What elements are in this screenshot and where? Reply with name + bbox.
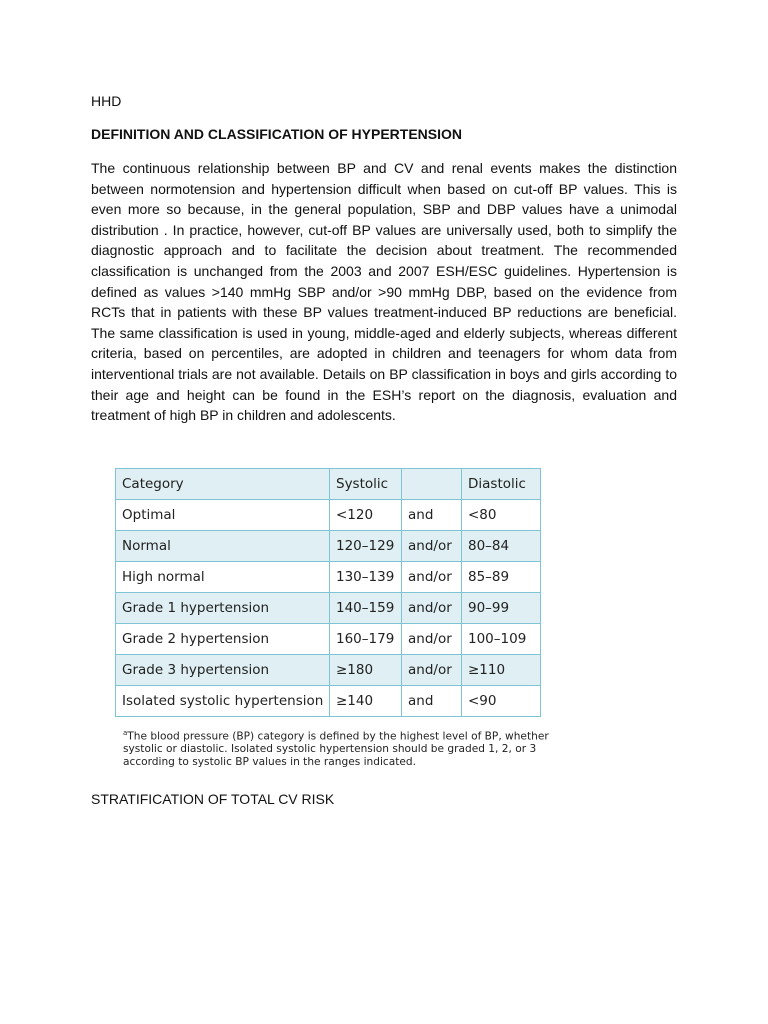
table-row (116, 655, 541, 686)
cell-connector: and (402, 686, 462, 717)
stratification-heading: STRATIFICATION OF TOTAL CV RISK (91, 791, 335, 807)
cell-category: Normal (116, 531, 330, 562)
cell-connector: and/or (402, 531, 462, 562)
table-row (116, 593, 541, 624)
cell-category: Grade 2 hypertension (116, 624, 330, 655)
body-paragraph: The continuous relationship between BP and CV and renal events makes the distinction between normotension and hypertension difficult when based on cut-off BP values. This is even more so because, in the general population, SBP and DBP values have a unimodal distribution . In practice, however, cut-off BP values are universally used, both to simplify the diagnostic approach and to facilitate the decision about treatment. The recommended classification is unchanged from the 2003 and 2007 ESH/ESC guidelines. Hypertension is defined as values >140 mmHg SBP and/or >90 mmHg DBP, based on the evidence from RCTs that in patients with these BP values treatment-induced BP reductions are beneficial. The same classification is used in young, middle-aged and elderly subjects, whereas different criteria, based on percentiles, are adopted in children and teenagers for whom data from interventional trials are not available. Details on BP classification in boys and girls according to their age and height can be found in the ESH’s report on the diagnosis, evaluation and treatment of high BP in children and adolescents. (91, 160, 677, 424)
cell-systolic: ≥180 (330, 655, 402, 686)
cell-connector: and/or (402, 655, 462, 686)
table-row (116, 686, 541, 717)
document-title: HHD (91, 93, 122, 109)
bp-classification-table (115, 468, 541, 717)
cell-diastolic: 90–99 (462, 593, 541, 624)
table-row (116, 624, 541, 655)
cell-category: High normal (116, 562, 330, 593)
cell-connector: and/or (402, 562, 462, 593)
cell-diastolic: 85–89 (462, 562, 541, 593)
cell-connector: and/or (402, 624, 462, 655)
table-row (116, 500, 541, 531)
cell-systolic: ≥140 (330, 686, 402, 717)
header-category: Category (116, 469, 330, 500)
footnote-marker: a (123, 729, 128, 737)
cell-diastolic: ≥110 (462, 655, 541, 686)
table-row (116, 562, 541, 593)
header-diastolic: Diastolic (462, 469, 541, 500)
header-systolic: Systolic (330, 469, 402, 500)
cell-diastolic: 100–109 (462, 624, 541, 655)
cell-diastolic: <80 (462, 500, 541, 531)
section-heading: DEFINITION AND CLASSIFICATION OF HYPERTENSION (91, 126, 463, 142)
cell-connector: and/or (402, 593, 462, 624)
cell-category: Grade 3 hypertension (116, 655, 330, 686)
cell-systolic: 140–159 (330, 593, 402, 624)
cell-connector: and (402, 500, 462, 531)
header-connector (402, 469, 462, 500)
cell-category: Isolated systolic hypertension (116, 686, 330, 717)
footnote-text: The blood pressure (BP) category is defined by the highest level of BP, whether systolic or diastolic. Isolated systolic hypertension should be graded 1, 2, or 3 according to systolic BP values in the ranges indicated. (123, 730, 549, 768)
cell-category: Grade 1 hypertension (116, 593, 330, 624)
cell-diastolic: <90 (462, 686, 541, 717)
table-footnote (123, 727, 563, 768)
cell-systolic: 120–129 (330, 531, 402, 562)
table-header-row (116, 469, 541, 500)
cell-diastolic: 80–84 (462, 531, 541, 562)
cell-systolic: <120 (330, 500, 402, 531)
cell-category: Optimal (116, 500, 330, 531)
cell-systolic: 160–179 (330, 624, 402, 655)
table-row (116, 531, 541, 562)
cell-systolic: 130–139 (330, 562, 402, 593)
